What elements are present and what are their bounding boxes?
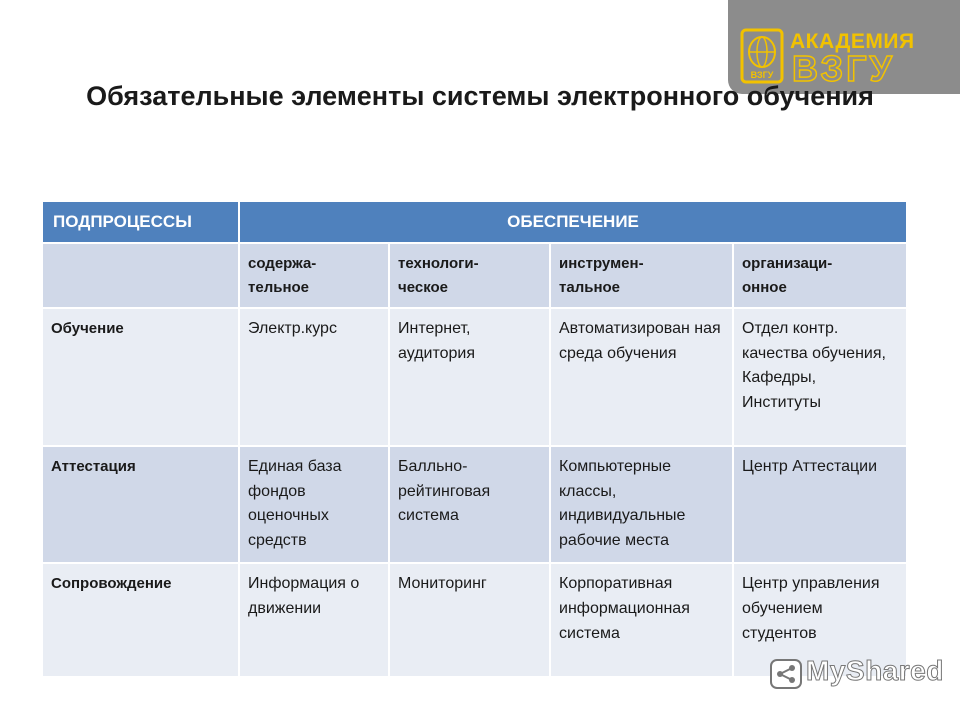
table-cell: Информация о движении — [239, 563, 389, 677]
subheader-cell: инструмен- тальное — [550, 243, 733, 308]
subheader-cell: организаци- онное — [733, 243, 907, 308]
logo-title: АКАДЕМИЯ — [790, 30, 915, 53]
table-cell: Мониторинг — [389, 563, 550, 677]
header-provision: ОБЕСПЕЧЕНИЕ — [239, 201, 907, 243]
share-icon — [768, 657, 804, 691]
elements-table — [41, 200, 908, 678]
table-cell: Центр управления обучением студентов — [733, 563, 907, 677]
subheader-cell — [42, 243, 239, 308]
table-cell: Автоматизирован ная среда обучения — [550, 308, 733, 446]
table-cell: Электр.курс — [239, 308, 389, 446]
table-cell: Корпоративная информационная система — [550, 563, 733, 677]
table-cell: Интернет, аудитория — [389, 308, 550, 446]
row-label: Аттестация — [42, 446, 239, 563]
logo-mark-text: ВЗГУ — [750, 70, 774, 80]
table-cell: Единая база фондов оценочных средств — [239, 446, 389, 563]
row-label: Сопровождение — [42, 563, 239, 677]
subheader-cell: содержа- тельное — [239, 243, 389, 308]
globe-icon — [740, 28, 784, 84]
watermark-text: MyShared — [806, 655, 944, 686]
table-row — [42, 308, 907, 446]
table-cell: Компьютерные классы, индивидуальные рабочие места — [550, 446, 733, 563]
header-subprocesses: ПОДПРОЦЕССЫ — [42, 201, 239, 243]
table-subheader-row — [42, 243, 907, 308]
table-cell: Отдел контр. качества обучения, Кафедры, Институты — [733, 308, 907, 446]
slide-title: Обязательные элементы системы электронного обучения — [86, 81, 874, 111]
watermark — [768, 655, 948, 695]
table-row — [42, 446, 907, 563]
table-cell: Балльно-рейтинговая система — [389, 446, 550, 563]
table-header-row — [42, 201, 907, 243]
row-label: Обучение — [42, 308, 239, 446]
table-cell: Центр Аттестации — [733, 446, 907, 563]
subheader-cell: технологи- ческое — [389, 243, 550, 308]
logo-subtitle: ВЗГУ — [792, 48, 895, 89]
